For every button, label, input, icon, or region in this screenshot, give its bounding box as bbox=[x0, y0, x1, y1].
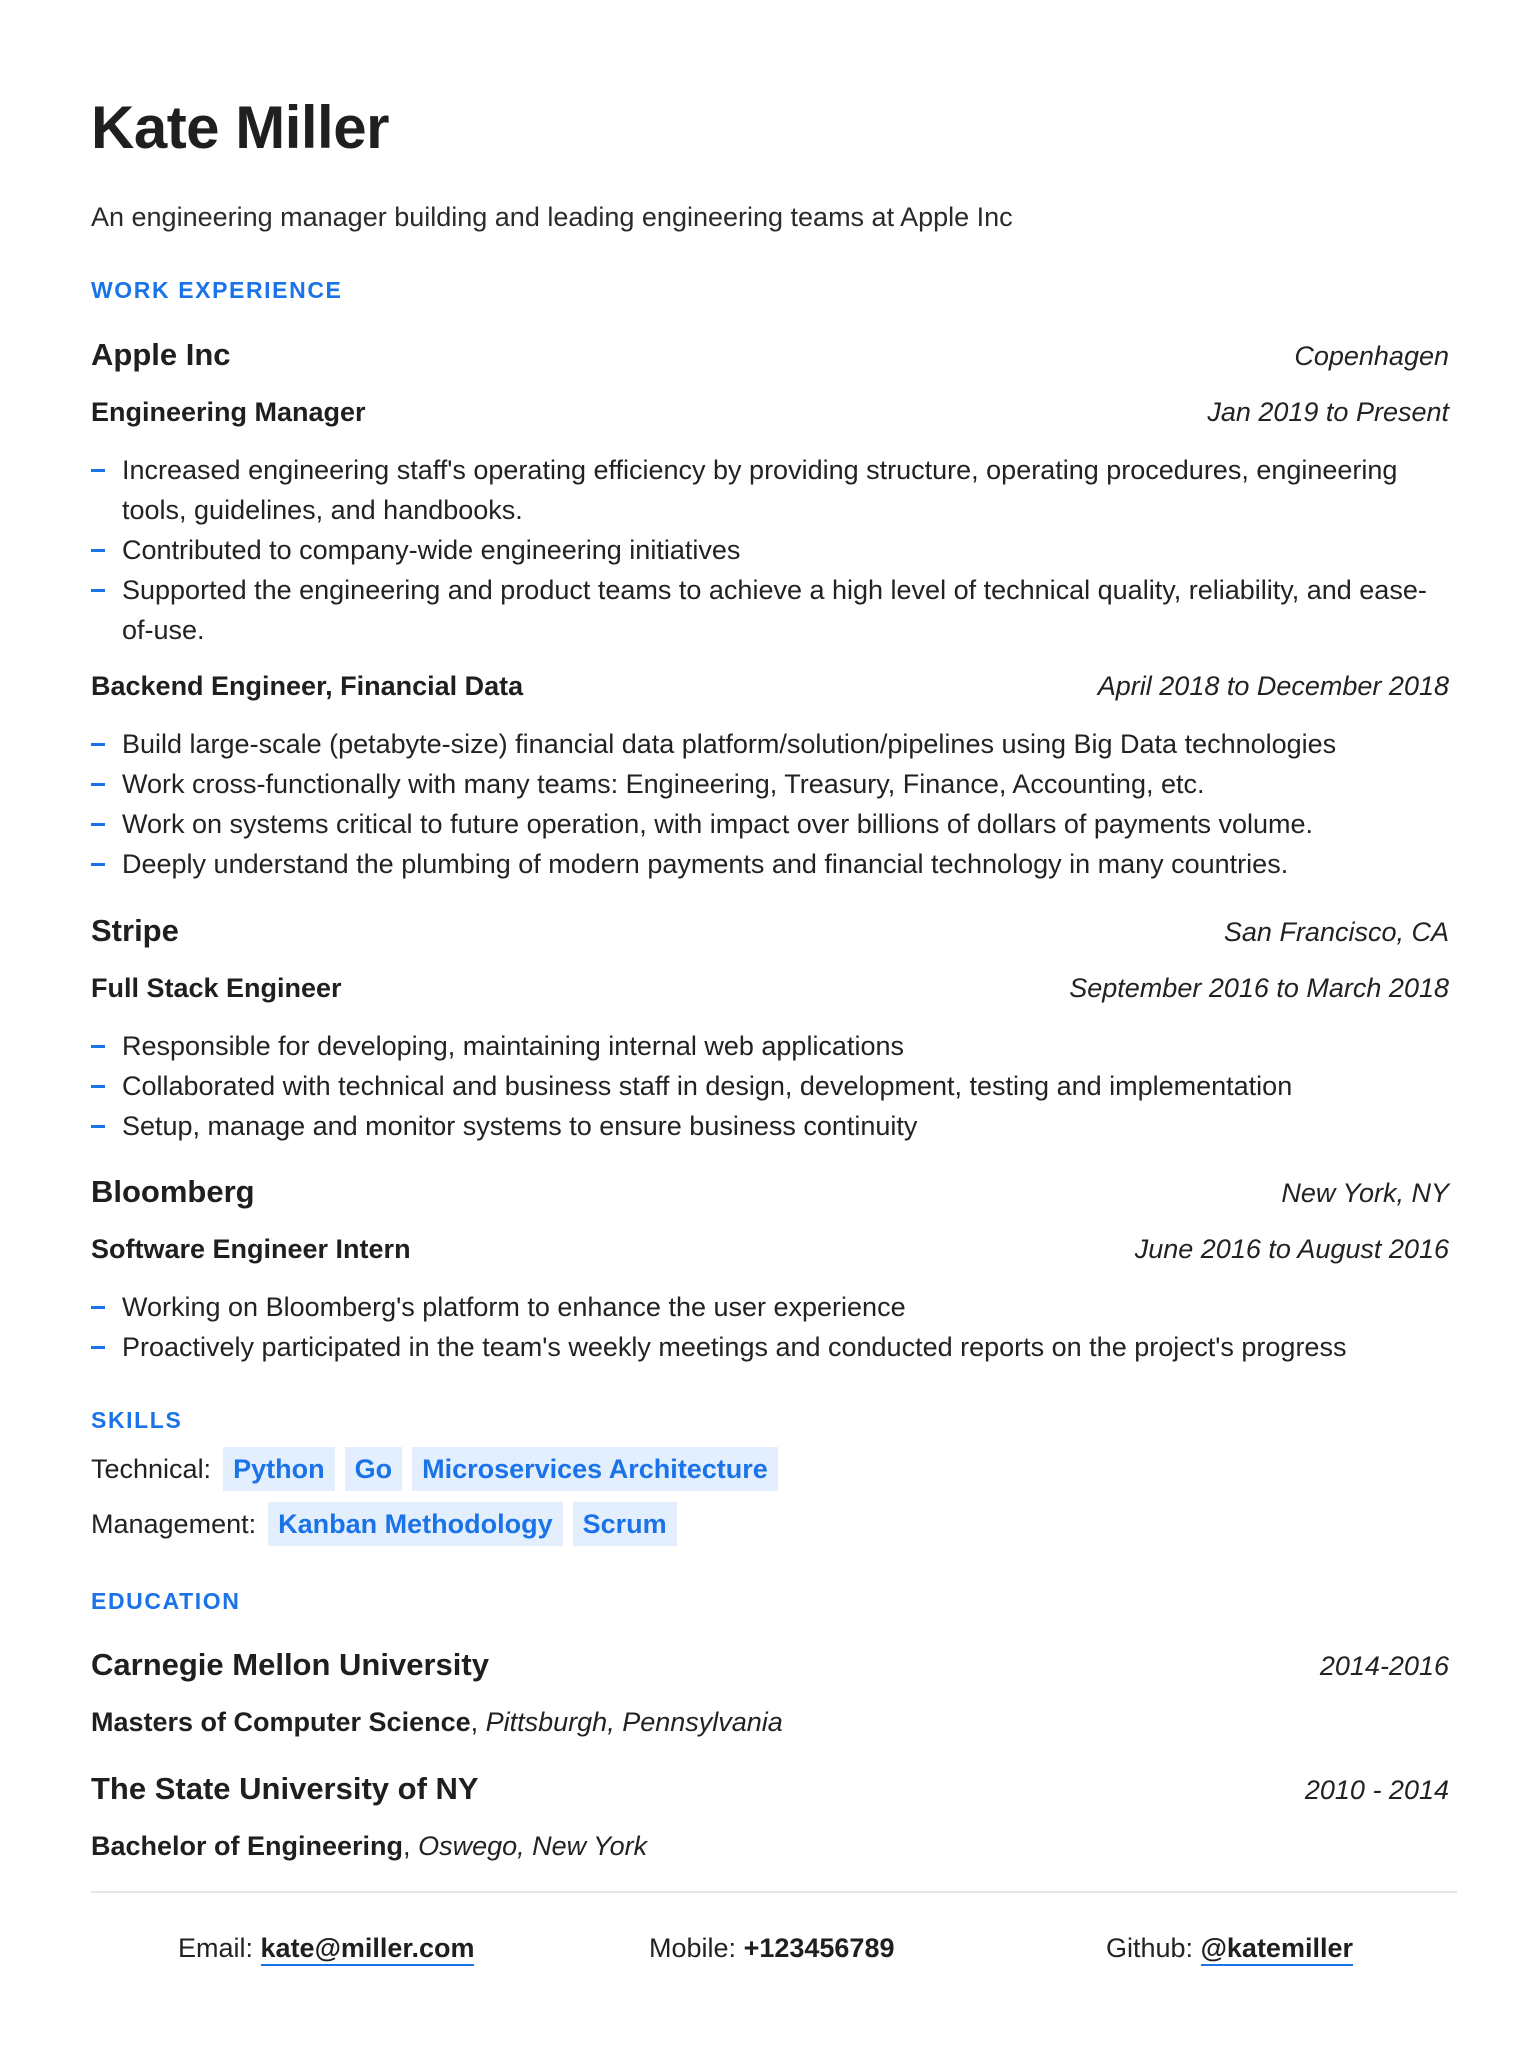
school-name: The State University of NY bbox=[91, 1771, 479, 1806]
skill-tag: Python bbox=[223, 1447, 335, 1491]
bullet-dash-icon bbox=[91, 1125, 105, 1128]
role-title: Backend Engineer, Financial Data bbox=[91, 671, 524, 701]
education-row bbox=[91, 1646, 1449, 1683]
skill-row-technical bbox=[91, 1447, 778, 1491]
section-heading-skills: SKILLS bbox=[91, 1407, 183, 1433]
skill-row-management bbox=[91, 1502, 677, 1546]
company-name: Bloomberg bbox=[91, 1174, 255, 1209]
skill-tag: Kanban Methodology bbox=[268, 1502, 562, 1546]
bullet-text: Supported the engineering and product teams to achieve a high level of technical quality, reliability, and ease-of-use. bbox=[122, 575, 1427, 645]
bullet-item bbox=[91, 844, 1449, 884]
bullet-text: Contributed to company-wide engineering initiatives bbox=[122, 535, 741, 565]
bullet-dash-icon bbox=[91, 1306, 105, 1309]
education-detail bbox=[91, 1706, 783, 1738]
summary: An engineering manager building and leading engineering teams at Apple Inc bbox=[91, 202, 1013, 232]
bullet-text: Proactively participated in the team's weekly meetings and conducted reports on the project's progress bbox=[122, 1332, 1347, 1362]
bullet-list bbox=[91, 1026, 1449, 1146]
bullet-dash-icon bbox=[91, 589, 105, 592]
company-location: San Francisco, CA bbox=[1223, 917, 1449, 947]
bullet-list bbox=[91, 450, 1449, 650]
bullet-item bbox=[91, 1327, 1449, 1367]
skill-label: Management: bbox=[91, 1509, 257, 1539]
education-row bbox=[91, 1770, 1449, 1807]
degree-separator: , bbox=[470, 1707, 486, 1737]
candidate-name: Kate Miller bbox=[91, 94, 389, 161]
bullet-text: Work cross-functionally with many teams: Engineering, Treasury, Finance, Accounting, etc. bbox=[122, 769, 1205, 799]
bullet-dash-icon bbox=[91, 823, 105, 826]
role-dates: June 2016 to August 2016 bbox=[1134, 1234, 1449, 1264]
bullet-item bbox=[91, 1066, 1449, 1106]
bullet-dash-icon bbox=[91, 743, 105, 746]
bullet-text: Deeply understand the plumbing of modern payments and financial technology in many countries. bbox=[122, 849, 1289, 879]
bullet-item bbox=[91, 764, 1449, 804]
company-name: Apple Inc bbox=[91, 337, 231, 372]
skill-tag: Go bbox=[345, 1447, 403, 1491]
skill-label: Technical: bbox=[91, 1454, 212, 1484]
footer-divider bbox=[91, 1891, 1457, 1893]
bullet-list bbox=[91, 724, 1449, 884]
education-dates: 2014-2016 bbox=[1319, 1651, 1449, 1681]
company-location: Copenhagen bbox=[1294, 341, 1449, 371]
bullet-item bbox=[91, 570, 1449, 650]
bullet-item bbox=[91, 530, 1449, 570]
github-link[interactable]: @katemiller bbox=[1201, 1933, 1353, 1966]
bullet-text: Working on Bloomberg's platform to enhance the user experience bbox=[122, 1292, 906, 1322]
bullet-dash-icon bbox=[91, 549, 105, 552]
role-title: Software Engineer Intern bbox=[91, 1234, 411, 1264]
mobile-number: +123456789 bbox=[743, 1933, 895, 1963]
company-name: Stripe bbox=[91, 913, 179, 948]
company-location: New York, NY bbox=[1281, 1178, 1449, 1208]
contact-mobile bbox=[649, 1932, 894, 1964]
education-detail bbox=[91, 1830, 647, 1862]
company-row bbox=[91, 912, 1449, 949]
bullet-dash-icon bbox=[91, 783, 105, 786]
bullet-dash-icon bbox=[91, 1045, 105, 1048]
role-row bbox=[91, 1233, 1449, 1265]
bullet-text: Responsible for developing, maintaining internal web applications bbox=[122, 1031, 904, 1061]
company-row bbox=[91, 336, 1449, 373]
bullet-dash-icon bbox=[91, 1085, 105, 1088]
bullet-item bbox=[91, 1106, 1449, 1146]
bullet-dash-icon bbox=[91, 863, 105, 866]
contact-email bbox=[178, 1932, 474, 1964]
skill-tag: Scrum bbox=[573, 1502, 677, 1546]
role-row bbox=[91, 396, 1449, 428]
bullet-item bbox=[91, 804, 1449, 844]
degree: Masters of Computer Science bbox=[91, 1707, 471, 1737]
mobile-label: Mobile: bbox=[649, 1933, 737, 1963]
education-dates: 2010 - 2014 bbox=[1304, 1775, 1449, 1805]
role-title: Engineering Manager bbox=[91, 397, 366, 427]
bullet-text: Build large-scale (petabyte-size) financial data platform/solution/pipelines using Big Data technologies bbox=[122, 729, 1337, 759]
role-dates: Jan 2019 to Present bbox=[1207, 397, 1449, 427]
education-location: Pittsburgh, Pennsylvania bbox=[485, 1707, 783, 1737]
email-label: Email: bbox=[178, 1933, 254, 1963]
role-dates: April 2018 to December 2018 bbox=[1097, 671, 1449, 701]
role-title: Full Stack Engineer bbox=[91, 973, 342, 1003]
bullet-list bbox=[91, 1287, 1449, 1367]
degree-separator: , bbox=[403, 1831, 419, 1861]
company-row bbox=[91, 1173, 1449, 1210]
github-label: Github: bbox=[1106, 1933, 1194, 1963]
skill-tag: Microservices Architecture bbox=[412, 1447, 778, 1491]
bullet-item bbox=[91, 1026, 1449, 1066]
section-heading-work: WORK EXPERIENCE bbox=[91, 277, 343, 303]
bullet-text: Collaborated with technical and business staff in design, development, testing and implementation bbox=[122, 1071, 1293, 1101]
role-row bbox=[91, 972, 1449, 1004]
email-link[interactable]: kate@miller.com bbox=[261, 1933, 475, 1966]
contact-github bbox=[1106, 1932, 1353, 1964]
bullet-text: Work on systems critical to future operation, with impact over billions of dollars of payments volume. bbox=[122, 809, 1313, 839]
bullet-dash-icon bbox=[91, 469, 105, 472]
role-dates: September 2016 to March 2018 bbox=[1069, 973, 1449, 1003]
school-name: Carnegie Mellon University bbox=[91, 1647, 489, 1682]
degree: Bachelor of Engineering bbox=[91, 1831, 404, 1861]
bullet-item bbox=[91, 450, 1449, 530]
education-location: Oswego, New York bbox=[418, 1831, 648, 1861]
bullet-item bbox=[91, 1287, 1449, 1327]
section-heading-education: EDUCATION bbox=[91, 1588, 241, 1614]
bullet-text: Increased engineering staff's operating efficiency by providing structure, operating procedures, engineering tools, guidelines, and handbooks. bbox=[122, 455, 1398, 525]
bullet-dash-icon bbox=[91, 1346, 105, 1349]
role-row bbox=[91, 670, 1449, 702]
bullet-item bbox=[91, 724, 1449, 764]
bullet-text: Setup, manage and monitor systems to ensure business continuity bbox=[122, 1111, 918, 1141]
